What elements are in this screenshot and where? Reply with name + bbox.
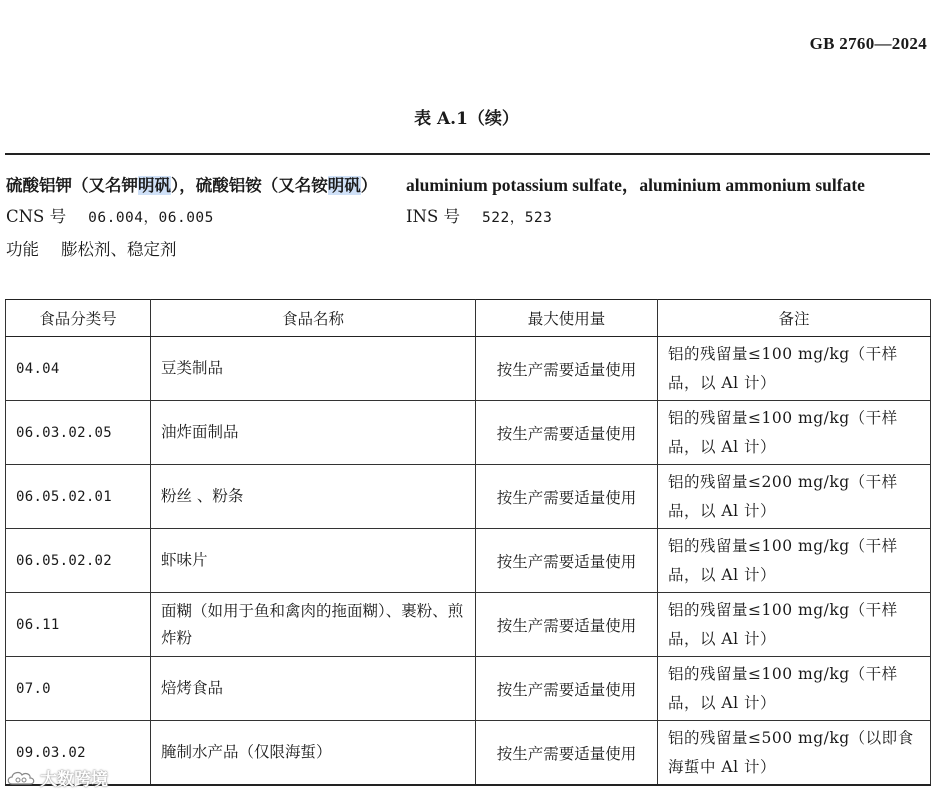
ins-value: 522，523 — [482, 210, 553, 226]
header-food-code: 食品分类号 — [6, 300, 151, 337]
substance-name-cn — [6, 170, 391, 201]
food-code-cell: 06.03.02.05 — [6, 401, 151, 465]
highlighted-text: 明矾 — [138, 176, 171, 195]
ins-label: INS 号 — [406, 207, 461, 226]
substance-name-en: aluminium potassium sulfate，aluminium ammonium sulfate — [406, 175, 865, 195]
food-code-cell: 07.0 — [6, 657, 151, 721]
table-row — [6, 529, 931, 593]
remarks-cell: 铝的残留量≤100 mg/kg（干样品，以 Al 计） — [658, 529, 931, 593]
max-usage-cell: 按生产需要适量使用 — [476, 657, 658, 721]
max-usage-cell: 按生产需要适量使用 — [476, 401, 658, 465]
substance-name-part: ） — [360, 176, 378, 195]
food-name-cell: 豆类制品 — [151, 337, 476, 401]
food-name-cell: 虾味片 — [151, 529, 476, 593]
max-usage-cell: 按生产需要适量使用 — [476, 721, 658, 786]
remarks-cell: 铝的残留量≤100 mg/kg（干样品，以 Al 计） — [658, 337, 931, 401]
cns-line — [6, 201, 391, 234]
table-row — [6, 465, 931, 529]
substance-name-part: 硫酸铝钾（又名钾 — [6, 176, 138, 195]
table-row — [6, 337, 931, 401]
remarks-cell: 铝的残留量≤100 mg/kg（干样品，以 Al 计） — [658, 401, 931, 465]
max-usage-cell: 按生产需要适量使用 — [476, 593, 658, 657]
substance-info-en — [406, 170, 926, 234]
remarks-cell: 铝的残留量≤100 mg/kg（干样品，以 Al 计） — [658, 593, 931, 657]
table-row — [6, 401, 931, 465]
food-code-cell: 06.05.02.01 — [6, 465, 151, 529]
food-code-cell: 09.03.02 — [6, 721, 151, 786]
remarks-cell: 铝的残留量≤500 mg/kg（以即食海蜇中 Al 计） — [658, 721, 931, 786]
watermark-text: 大数跨境 — [40, 770, 108, 790]
table-header-row — [6, 300, 931, 337]
function-label: 功能 — [6, 240, 39, 259]
food-name-cell: 面糊（如用于鱼和禽肉的拖面糊）、裹粉、煎炸粉 — [151, 593, 476, 657]
food-code-cell: 06.05.02.02 — [6, 529, 151, 593]
table-row — [6, 657, 931, 721]
ins-line — [406, 201, 926, 234]
table-row — [6, 721, 931, 786]
header-remarks: 备注 — [658, 300, 931, 337]
food-code-cell: 06.11 — [6, 593, 151, 657]
header-food-name: 食品名称 — [151, 300, 476, 337]
food-code-cell: 04.04 — [6, 337, 151, 401]
cns-value: 06.004，06.005 — [88, 210, 214, 226]
function-line — [6, 234, 391, 265]
header-max-usage: 最大使用量 — [476, 300, 658, 337]
cloud-logo-icon — [6, 769, 36, 787]
cns-label: CNS 号 — [6, 207, 67, 226]
food-name-cell: 粉丝 、粉条 — [151, 465, 476, 529]
remarks-cell: 铝的残留量≤200 mg/kg（干样品，以 Al 计） — [658, 465, 931, 529]
highlighted-text: 明矾 — [327, 176, 361, 195]
function-value: 膨松剂、稳定剂 — [61, 240, 177, 259]
watermark — [6, 765, 108, 790]
table-row — [6, 593, 931, 657]
standard-number: GB 2760—2024 — [809, 34, 927, 53]
substance-name-part: ），硫酸铝铵（又名铵 — [171, 176, 328, 195]
table-title: 表 A.1（续） — [414, 109, 519, 129]
remarks-cell: 铝的残留量≤100 mg/kg（干样品，以 Al 计） — [658, 657, 931, 721]
max-usage-cell: 按生产需要适量使用 — [476, 465, 658, 529]
top-rule — [5, 153, 930, 155]
food-name-cell: 腌制水产品（仅限海蜇） — [151, 721, 476, 786]
food-name-cell: 油炸面制品 — [151, 401, 476, 465]
food-name-cell: 焙烤食品 — [151, 657, 476, 721]
max-usage-cell: 按生产需要适量使用 — [476, 337, 658, 401]
substance-info-cn — [6, 170, 391, 265]
max-usage-cell: 按生产需要适量使用 — [476, 529, 658, 593]
usage-table — [5, 299, 931, 786]
